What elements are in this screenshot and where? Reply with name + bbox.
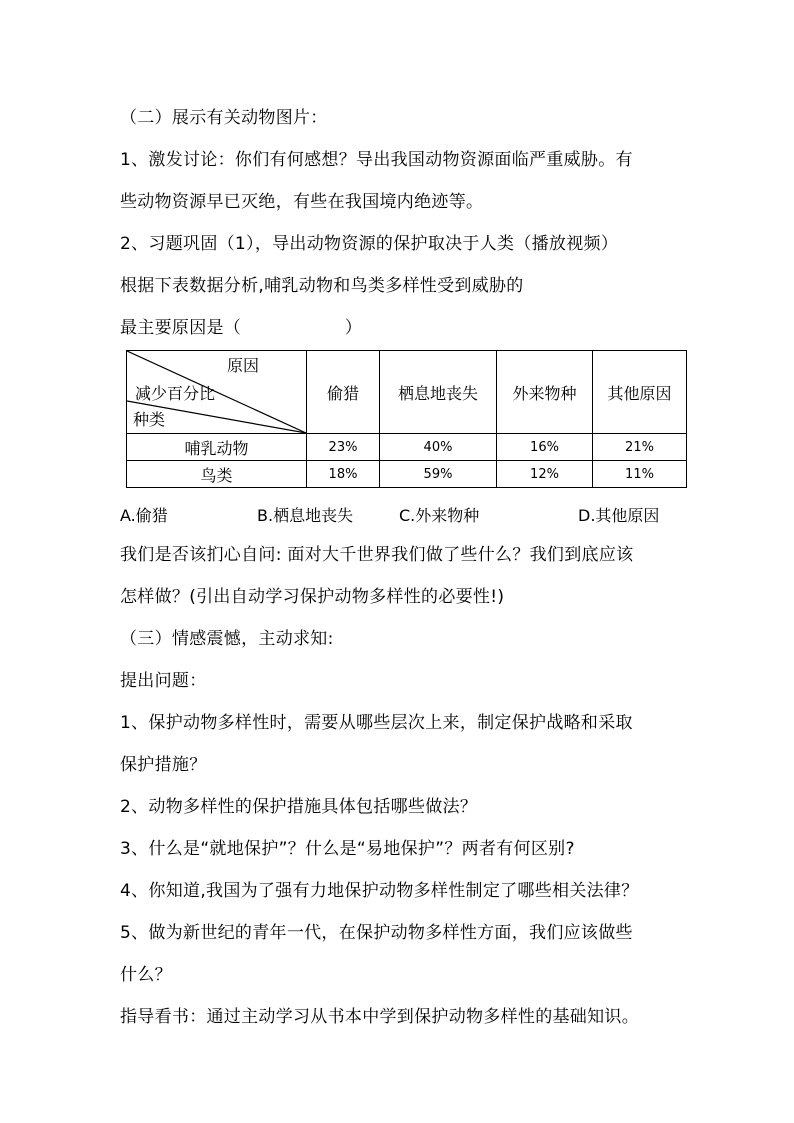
table-cell: 12% [497,461,593,488]
table-cell: 40% [380,434,497,461]
question-item: 什么？ [120,965,172,985]
paragraph-line: 我们是否该扪心自问: 面对大千世界我们做了些什么？我们到底应该 [120,545,634,565]
option-c: C.外来物种 [399,506,480,525]
table-cell: 11% [593,461,687,488]
table-row [127,434,687,461]
question-item: 4、你知道,我国为了强有力地保护动物多样性制定了哪些相关法律？ [120,881,639,901]
question-item: 1、保护动物多样性时，需要从哪些层次上来，制定保护战略和采取 [120,713,633,733]
column-header: 偷猎 [307,351,380,434]
option-a: A.偷猎 [120,506,168,525]
paragraph-line: 怎样做？(引出自动学习保护动物多样性的必要性!) [120,587,505,607]
paragraph-line: 指导看书：通过主动学习从书本中学到保护动物多样性的基础知识。 [120,1007,639,1027]
section-heading-3: （三）情感震憾，主动求知: [120,629,334,649]
paragraph-line: 2、习题巩固（1），导出动物资源的保护取决于人类（播放视频） [120,234,619,254]
header-percent-label: 减少百分比 [135,384,216,403]
table-header-row [127,351,687,434]
row-label: 鸟类 [127,461,307,488]
question-item: 2、动物多样性的保护措施具体包括哪些做法？ [120,797,478,817]
question-item: 3、什么是“就地保护”？什么是“易地保护”？两者有何区别? [120,839,575,859]
column-header: 外来物种 [497,351,593,434]
question-item: 保护措施？ [120,755,207,775]
option-d: D.其他原因 [578,506,660,525]
paragraph-line: 根据下表数据分析,哺乳动物和鸟类多样性受到威胁的 [120,276,524,296]
table-cell: 23% [307,434,380,461]
option-b: B.栖息地丧失 [257,506,354,525]
answer-options [120,503,680,525]
header-cause-label: 原因 [227,356,260,375]
column-header: 其他原因 [593,351,687,434]
table-cell: 21% [593,434,687,461]
header-kind-label: 种类 [133,410,166,429]
paragraph-line: 些动物资源早已灭绝，有些在我国境内绝迹等。 [120,192,484,212]
diagonal-header-cell [127,351,307,434]
column-header: 栖息地丧失 [380,351,497,434]
question-item: 5、做为新世纪的青年一代，在保护动物多样性方面，我们应该做些 [120,923,633,943]
table-cell: 18% [307,461,380,488]
question-line: 最主要原因是（ ） [120,318,363,338]
row-label: 哺乳动物 [127,434,307,461]
section-heading-2: （二）展示有关动物图片： [120,108,328,128]
data-table [126,350,687,488]
table-cell: 16% [497,434,593,461]
table-cell: 59% [380,461,497,488]
paragraph-line: 1、激发讨论：你们有何感想？导出我国动物资源面临严重威胁。有 [120,150,633,170]
paragraph-line: 提出问题： [120,671,207,691]
table-row [127,461,687,488]
